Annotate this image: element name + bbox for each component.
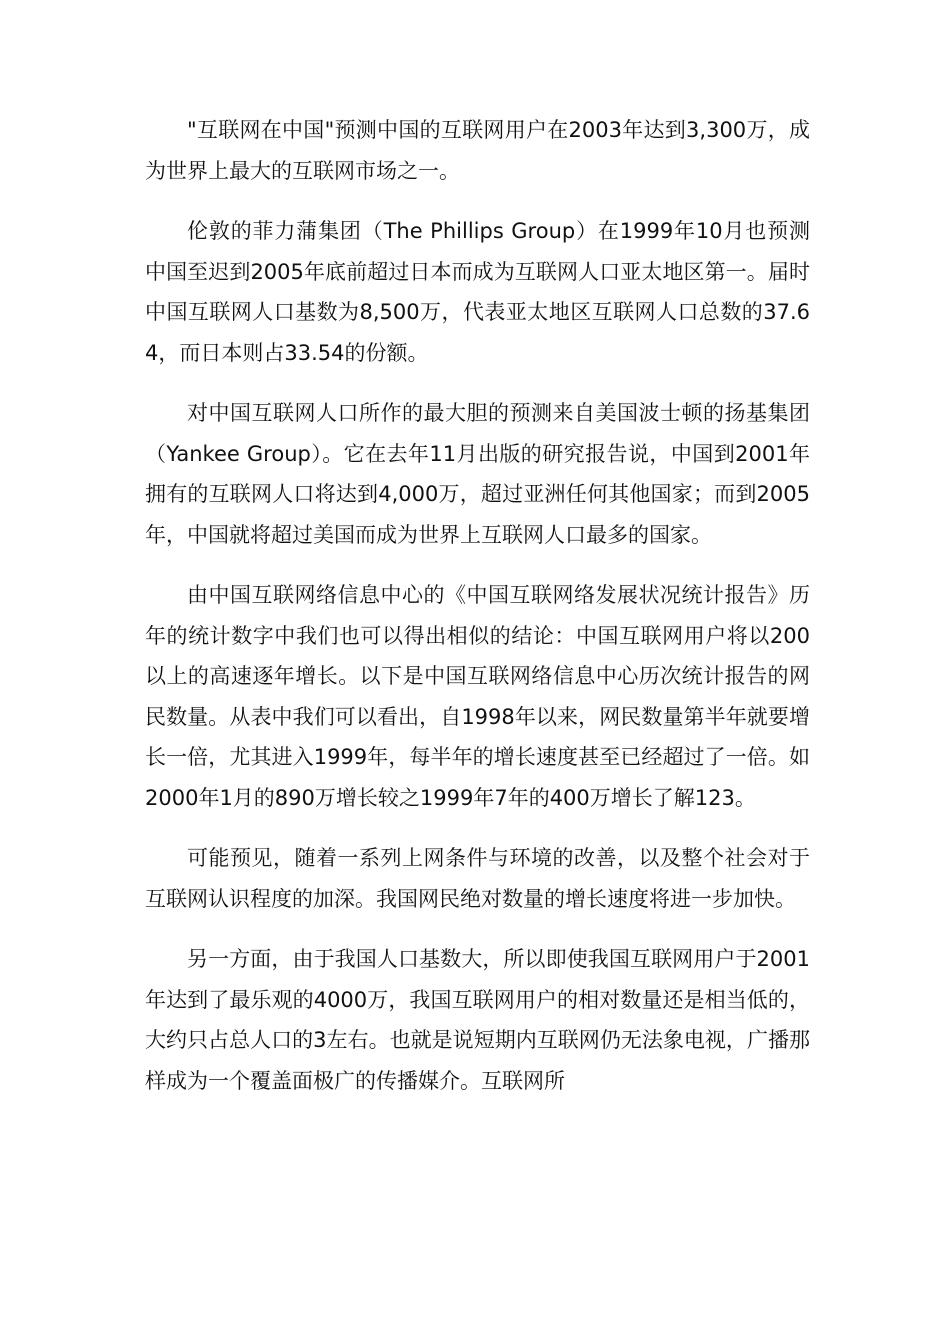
paragraph-6: 另一方面，由于我国人口基数大，所以即使我国互联网用户于2001年达到了最乐观的4000万，我国互联网用户的相对数量还是相当低的，大约只占总人口的3左右。也就是说短期内互联网仍无法象电视，广播那样成为一个覆盖面极广的传播媒介。互联网所 (145, 947, 810, 1093)
document-body (145, 110, 810, 1121)
paragraph-4: 由中国互联网络信息中心的《中国互联网络发展状况统计报告》历年的统计数字中我们也可以得出相似的结论：中国互联网用户将以200以上的高速逐年增长。以下是中国互联网络信息中心历次统计报告的网民数量。从表中我们可以看出，自1998年以来，网民数量第半年就要增长一倍，尤其进入1999年，每半年的增长速度甚至已经超过了一倍。如2000年1月的890万增长较之1999年7年的400万增长了解123。 (145, 583, 810, 810)
paragraph-5: 可能预见，随着一系列上网条件与环境的改善，以及整个社会对于互联网认识程度的加深。我国网民绝对数量的增长速度将进一步加快。 (145, 846, 810, 911)
paragraph-3: 对中国互联网人口所作的最大胆的预测来自美国波士顿的扬基集团（Yankee Group）。它在去年11月出版的研究报告说，中国到2001年拥有的互联网人口将达到4,000万，超过亚洲任何其他国家；而到2005年，中国就将超过美国而成为世界上互联网人口最多的国家。 (145, 401, 810, 547)
paragraph-1: "互联网在中国"预测中国的互联网用户在2003年达到3,300万，成为世界上最大的互联网市场之一。 (145, 118, 810, 183)
paragraph-2: 伦敦的菲力蒲集团（The Phillips Group）在1999年10月也预测中国至迟到2005年底前超过日本而成为互联网人口亚太地区第一。届时中国互联网人口基数为8,500万，代表亚太地区互联网人口总数的37.64，而日本则占33.54的份额。 (145, 219, 810, 365)
